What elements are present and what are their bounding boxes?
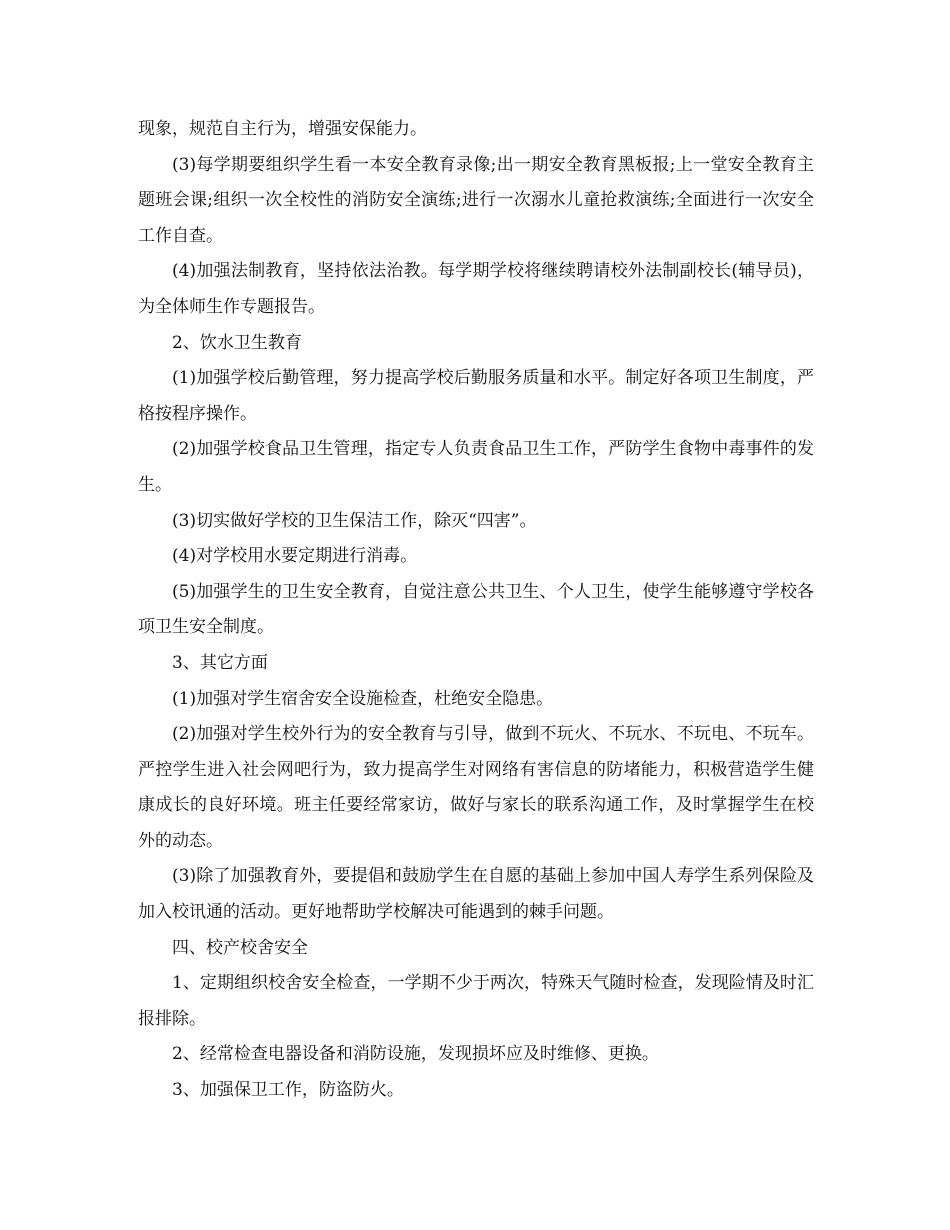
paragraph: (3)除了加强教育外，要提倡和鼓励学生在自愿的基础上参加中国人寿学生系列保险及加入校讯通的活动。更好地帮助学校解决可能遇到的棘手问题。 [138, 866, 814, 923]
paragraph: 现象，规范自主行为，增强安保能力。 [138, 119, 427, 139]
paragraph: (3)每学期要组织学生看一本安全教育录像;出一期安全教育黑板报;上一堂安全教育主题班会课;组织一次全校性的消防安全演练;进行一次溺水儿童抢救演练;全面进行一次安全工作自查。 [138, 154, 814, 246]
section-heading: 2、饮水卫生教育 [172, 332, 302, 353]
paragraph: (1)加强学校后勤管理，努力提高学校后勤服务质量和水平。制定好各项卫生制度，严格按程序操作。 [138, 368, 814, 424]
paragraph: (3)切实做好学校的卫生保洁工作，除灭“四害”。 [172, 510, 537, 531]
document-body [138, 112, 814, 1109]
paragraph: (2)加强学校食品卫生管理，指定专人负责食品卫生工作，严防学生食物中毒事件的发生。 [138, 439, 814, 495]
paragraph: 2、经常检查电器设备和消防设施，发现损坏应及时维修、更换。 [172, 1044, 659, 1065]
paragraph: (4)对学校用水要定期进行消毒。 [172, 546, 418, 567]
paragraph: (2)加强对学生校外行为的安全教育与引导，做到不玩火、不玩水、不玩电、不玩车。严控学生进入社会网吧行为，致力提高学生对网络有害信息的防堵能力，积极营造学生健康成长的良好环境。班主任要经常家访，做好与家长的联系沟通工作，及时掌握学生在校外的动态。 [138, 724, 814, 851]
paragraph: 3、加强保卫工作，防盗防火。 [172, 1080, 404, 1101]
section-heading: 四、校产校舍安全 [172, 937, 308, 958]
paragraph: 1、定期组织校舍安全检查，一学期不少于两次，特殊天气随时检查，发现险情及时汇报排除。 [138, 973, 814, 1029]
paragraph: (1)加强对学生宿舍安全设施检查，杜绝安全隐患。 [172, 688, 554, 709]
section-heading: 3、其它方面 [172, 652, 268, 673]
paragraph: (5)加强学生的卫生安全教育，自觉注意公共卫生、个人卫生，使学生能够遵守学校各项卫生安全制度。 [138, 581, 814, 638]
paragraph: (4)加强法制教育，坚持依法治教。每学期学校将继续聘请校外法制副校长(辅导员)，为全体师生作专题报告。 [138, 261, 814, 317]
